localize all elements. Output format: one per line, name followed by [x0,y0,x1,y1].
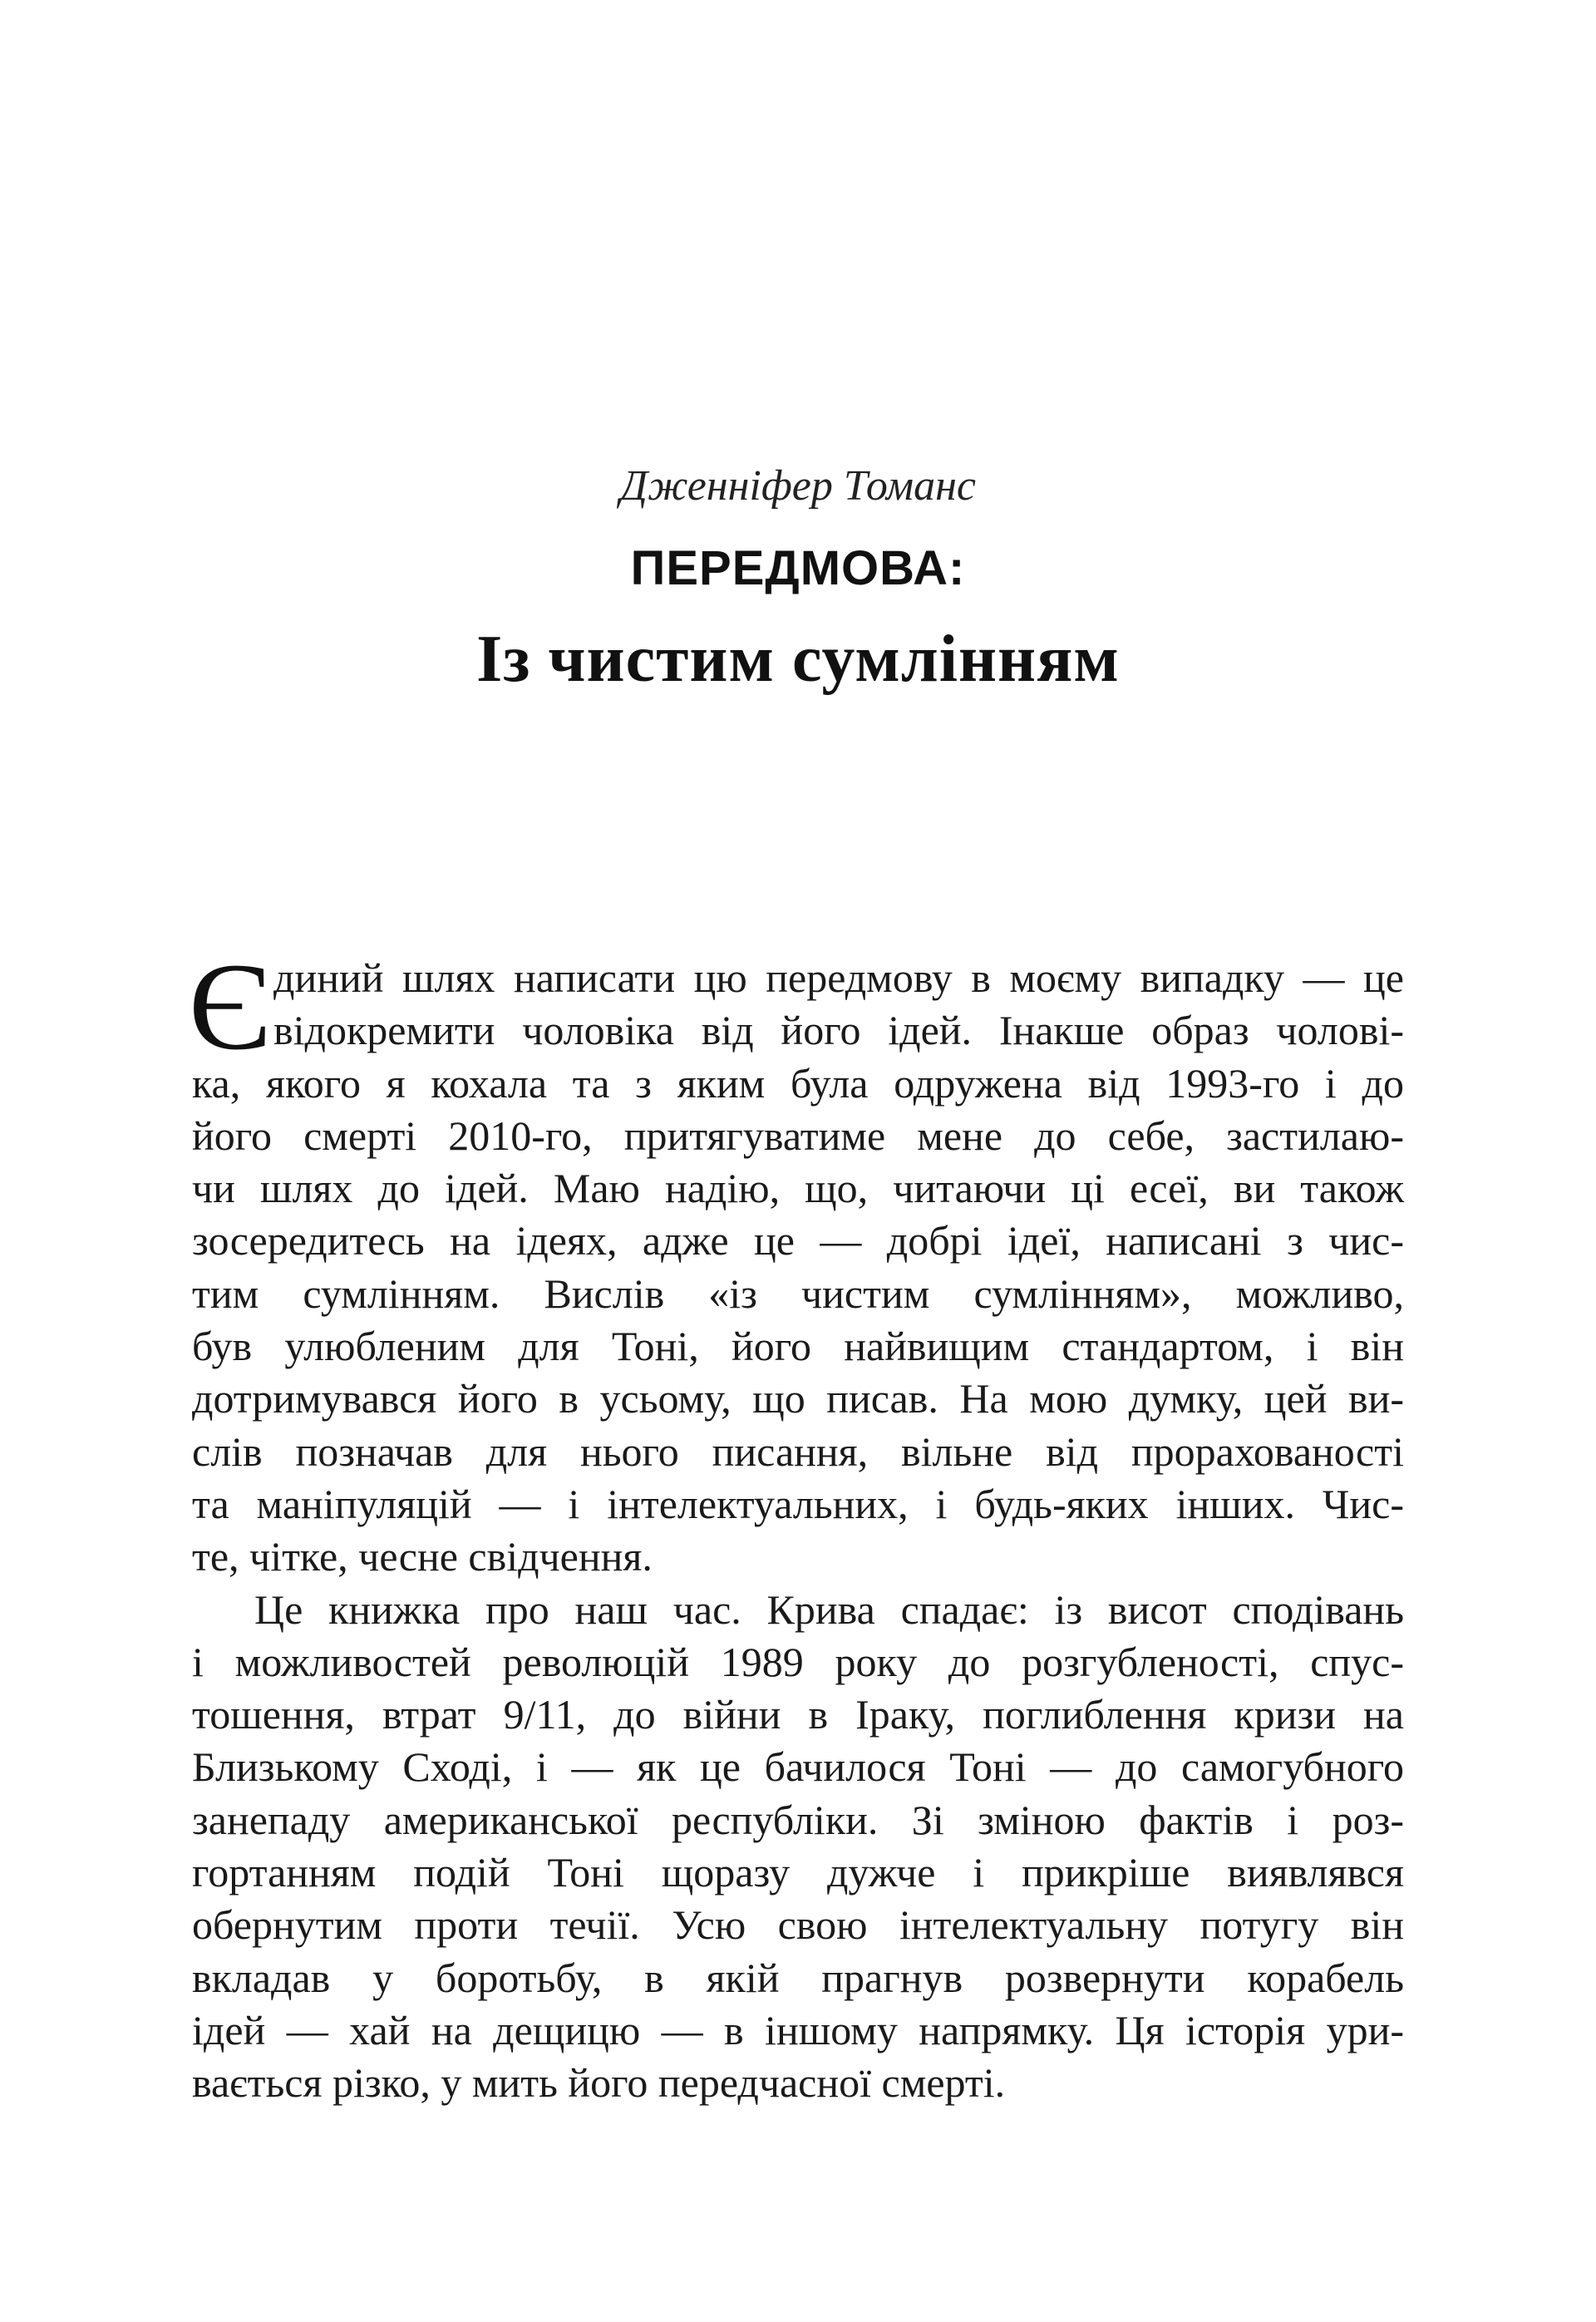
text-line: відокремити чоловіка від його ідей. Інакше образ чолові- [273,1007,1404,1054]
text-line: ідей — хай на дещицю — в іншому напрямку. Ця історія ури- [192,2006,1404,2053]
author-name: Дженніфер Томанс [619,462,976,510]
text-line: його смерті 2010-го, притягуватиме мене до себе, застилаю- [192,1112,1404,1159]
text-line: був улюбленим для Тоні, його найвищим стандартом, і він [192,1323,1404,1370]
text-line: Це книжка про наш час. Крива спадає: із висот сподівань [254,1585,1404,1633]
text-line: тим сумлінням. Вислів «із чистим сумлінням», можливо, [192,1269,1404,1317]
text-line: обернутим проти течії. Усю свою інтелектуальну потугу він [192,1901,1404,1949]
chapter-subtitle: Із чистим сумлінням [476,623,1120,696]
text-line: диний шлях написати цю передмову в моєму випадку — це [273,954,1404,1001]
text-line: занепаду американської республіки. Зі зміною фактів і роз- [192,1796,1404,1843]
text-line: тошення, втрат 9/11, до війни в Іраку, поглиблення кризи на [192,1691,1404,1738]
drop-cap: Є [189,938,272,1076]
text-line: вається різко, у мить його передчасної смерті. [192,2059,1006,2107]
chapter-heading: ПЕРЕДМОВА: [630,541,966,595]
text-line: ка, якого я кохала та з яким була одружена від 1993-го і до [192,1059,1404,1107]
text-line: дотримувався його в усьому, що писав. На мою думку, цей ви- [192,1375,1404,1422]
text-line: Близькому Сході, і — як це бачилося Тоні — до самогубного [192,1743,1404,1791]
text-line: слів позначав для нього писання, вільне від прорахованості [192,1427,1404,1475]
text-line: і можливостей революцій 1989 року до розгубленості, спус- [192,1638,1404,1685]
text-line: вкладав у боротьбу, в якій прагнув розвернути корабель [192,1954,1404,2001]
text-line: те, чітке, чесне свідчення. [192,1533,653,1580]
paragraph-1 [192,952,1404,1584]
text-line: гортанням подій Тоні щоразу дужче і прикріше виявлявся [192,1849,1404,1896]
text-line: чи шлях до ідей. Маю надію, що, читаючи ці есеї, ви також [192,1165,1404,1212]
paragraph-2 [192,1584,1404,2110]
body-text [189,938,1404,2110]
text-line: та маніпуляцій — і інтелектуальних, і будь-яких інших. Чис- [192,1480,1404,1527]
text-line: зосередитесь на ідеях, адже це — добрі ідеї, написані з чис- [192,1217,1404,1265]
